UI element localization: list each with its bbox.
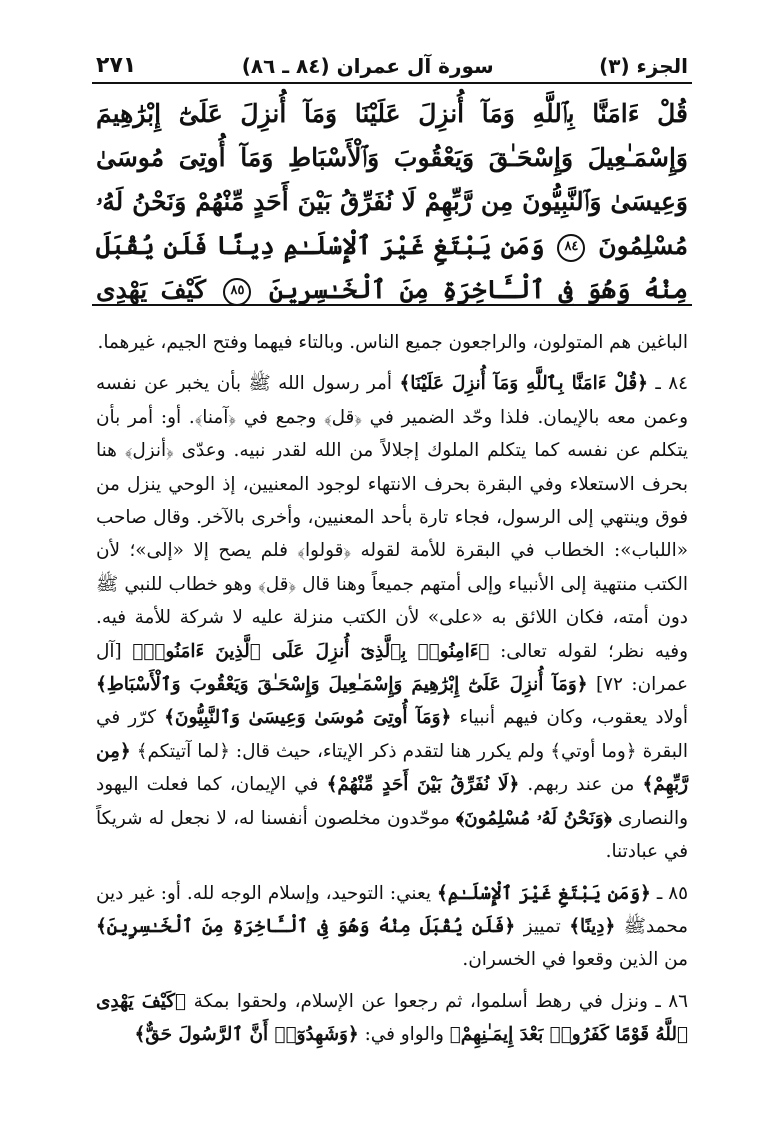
verse-number: ٨٥ ـ bbox=[656, 882, 688, 904]
quote: ﴿وَمَآ أُنزِلَ عَلَىٰٓ إِبْرَٰهِيمَ وَإِسْمَـٰعِيلَ وَإِسْحَـٰقَ وَيَعْقُوبَ وَٱلْأَسْبَاطِ﴾ bbox=[96, 674, 588, 696]
commentary-paragraph-84: ٨٤ ـ ﴿قُلْ ءَامَنَّا بِٱللَّهِ وَمَآ أُنزِلَ عَلَيْنَا﴾ أمر رسول الله ﷺ بأن يخبر عن نفسه وعمن معه بالإيمان. فلذا وحّد الضمير في ﴿قل﴾ وجمع في ﴿آمنا﴾. أو: أمر بأن يتكلم عن نفسه كما يتكلم الملوك إجلالاً من الله لقدر نبيه. وعدّى ﴿أنزل﴾ هنا بحرف الاستعلاء وفي البقرة بحرف الانتهاء لوجود المعنيين، إذ الوحي ينزل من فوق وينتهي إلى الرسول، فجاء تارة بأحد المعنيين، وأخرى بالآخر. وقال صاحب «اللباب»: الخطاب في البقرة للأمة لقوله ﴿قولوا﴾ فلم يصح إلا «إلى»؛ لأن الكتب منتهية إلى الأنبياء وإلى أمتهم جميعاً وهنا قال ﴿قل﴾ وهو خطاب للنبي ﷺ دون أمته، فكان اللائق به «على» لأن الكتب منزلة عليه لا شركة للأمة فيه. وفيه نظر؛ لقوله تعالى: ﴿ءَامِنُوا۟ بِٱلَّذِىٓ أُنزِلَ عَلَى ٱلَّذِينَ ءَامَنُوا۟﴾ [آل عمران: ٧٢] ﴿وَمَآ أُنزِلَ عَلَىٰٓ إِبْرَٰهِيمَ وَإِسْمَـٰعِيلَ وَإِسْحَـٰقَ وَيَعْقُوبَ وَٱلْأَسْبَاطِ﴾ أولاد يعقوب، وكان فيهم أنبياء ﴿وَمَآ أُوتِىَ مُوسَىٰ وَعِيسَىٰ وَٱلنَّبِيُّونَ﴾ كرّر في البقرة ﴿وما أوتي﴾ ولم يكرر هنا لتقدم ذكر الإيتاء، حيث قال: ﴿لما آتيتكم﴾ ﴿مِن رَّبِّهِمْ﴾ من عند ربهم. ﴿لَا نُفَرِّقُ بَيْنَ أَحَدٍ مِّنْهُمْ﴾ في الإيمان، كما فعلت اليهود والنصارى ﴿وَنَحْنُ لَهُۥ مُسْلِمُونَ﴾ موحّدون مخلصون أنفسنا له، لا نجعل له شريكاً في عبادتنا. bbox=[96, 373, 689, 863]
quote: ﴿وَمَن يَبْتَغِ غَيْرَ ٱلْإِسْلَـٰمِ﴾ bbox=[437, 882, 651, 904]
verse-84-marker: ٨٤ bbox=[557, 234, 585, 262]
verse-84: قُلْ ءَامَنَّا بِٱللَّهِ وَمَآ أُنزِلَ عَلَيْنَا وَمَآ أُنزِلَ عَلَىٰٓ إِبْرَٰهِيمَ وَإِسْمَـٰعِيلَ وَإِسْحَـٰقَ وَيَعْقُوبَ وَٱلْأَسْبَاطِ وَمَآ أُوتِىَ مُوسَىٰ وَعِيسَىٰ وَٱلنَّبِيُّونَ مِن رَّبِّهِمْ لَا نُفَرِّقُ بَيْنَ أَحَدٍ مِّنْهُمْ وَنَحْنُ لَهُۥ مُسْلِمُونَ bbox=[96, 99, 688, 260]
juz-label: الجزء (٣) bbox=[599, 54, 688, 78]
verse-85: وَمَن يَبْتَغِ غَيْرَ ٱلْإِسْلَـٰمِ دِينًا فَلَن يُقْبَلَ مِنْهُ وَهُوَ فِى ٱلْـَٔاخِرَةِ مِنَ ٱلْخَـٰسِرِينَ bbox=[96, 231, 688, 304]
quote: ﴿وَنَحْنُ لَهُۥ مُسْلِمُونَ﴾ bbox=[456, 807, 612, 829]
quote: ﴿كَيْفَ يَهْدِى ٱللَّهُ قَوْمًا كَفَرُوا۟ بَعْدَ إِيمَـٰنِهِمْ﴾ bbox=[96, 990, 688, 1046]
quote: ﴿فَلَن يُقْبَلَ مِنْهُ وَهُوَ فِى ٱلْـَٔاخِرَةِ مِنَ ٱلْخَـٰسِرِينَ﴾ bbox=[96, 915, 516, 937]
page-number: ٢٧١ bbox=[96, 53, 137, 78]
surah-title: سورة آل عمران (٨٤ ـ ٨٦) bbox=[241, 54, 494, 78]
commentary-paragraph-intro: الباغين هم المتولون، والراجعون جميع الناس. وبالتاء فيهما وفتح الجيم، غيرهما. bbox=[97, 332, 688, 353]
commentary-paragraph-86: ٨٦ ـ ونزل في رهط أسلموا، ثم رجعوا عن الإسلام، ولحقوا بمكة ﴿كَيْفَ يَهْدِى ٱللَّهُ قَوْمًا كَفَرُوا۟ بَعْدَ إِيمَـٰنِهِمْ﴾ والواو في: ﴿وَشَهِدُوٓا۟ أَنَّ ٱلرَّسُولَ حَقٌّ﴾ bbox=[96, 990, 688, 1046]
quran-verses-block bbox=[92, 84, 692, 306]
verse-number: ٨٤ ـ bbox=[655, 373, 688, 395]
commentary-paragraph-85: ٨٥ ـ ﴿وَمَن يَبْتَغِ غَيْرَ ٱلْإِسْلَـٰمِ﴾ يعني: التوحيد، وإسلام الوجه لله. أو: غير دين محمدﷺ ﴿دِينًا﴾ تمييز ﴿فَلَن يُقْبَلَ مِنْهُ وَهُوَ فِى ٱلْـَٔاخِرَةِ مِنَ ٱلْخَـٰسِرِينَ﴾ من الذين وقعوا في الخسران. bbox=[96, 882, 688, 971]
quote: ﴿وَشَهِدُوٓا۟ أَنَّ ٱلرَّسُولَ حَقٌّ﴾ bbox=[134, 1024, 359, 1046]
verse-number: ٨٦ ـ bbox=[655, 990, 688, 1012]
quote: ﴿دِينًا﴾ bbox=[569, 915, 616, 937]
page-header bbox=[92, 44, 692, 84]
quote: ﴿وَمَآ أُوتِىَ مُوسَىٰ وَعِيسَىٰ وَٱلنَّبِيُّونَ﴾ bbox=[164, 707, 452, 729]
quote: ﴿لَا نُفَرِّقُ بَيْنَ أَحَدٍ مِّنْهُمْ﴾ bbox=[326, 774, 520, 796]
quote: ﴿قُلْ ءَامَنَّا بِٱللَّهِ وَمَآ أُنزِلَ عَلَيْنَا﴾ bbox=[399, 373, 648, 395]
quote: ﴿ءَامِنُوا۟ بِٱلَّذِىٓ أُنزِلَ عَلَى ٱلَّذِينَ ءَامَنُوا۟﴾ bbox=[132, 640, 490, 662]
verse-86: كَيْفَ يَهْدِى bbox=[96, 275, 206, 304]
tafsir-commentary bbox=[92, 306, 692, 1052]
verse-85-marker: ٨٥ bbox=[223, 278, 251, 306]
quote: ﴿مِن رَّبِّهِمْ﴾ bbox=[96, 740, 688, 796]
